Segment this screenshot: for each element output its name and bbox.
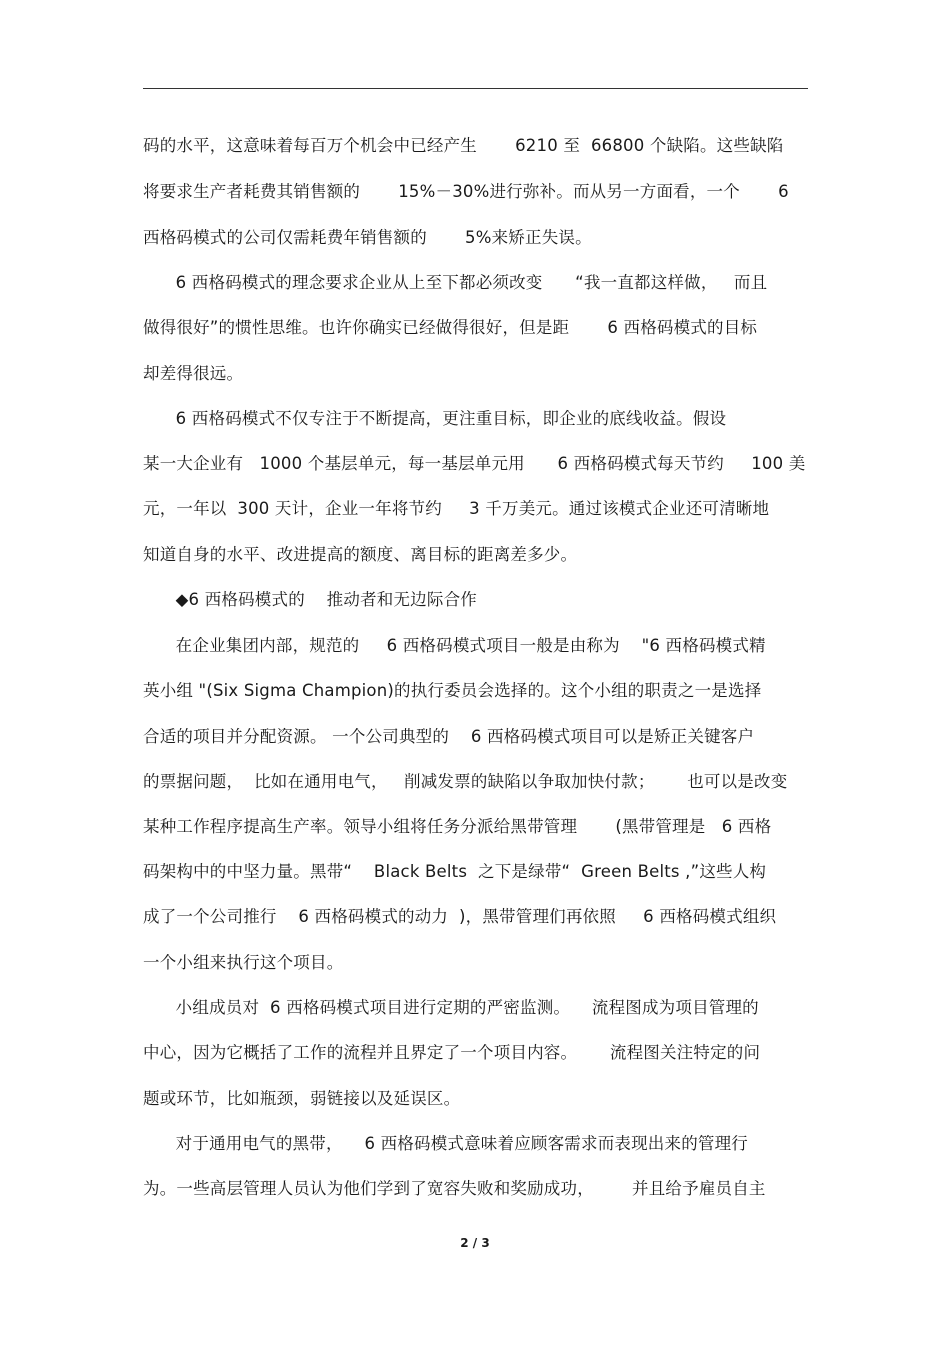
- text-line: 西格码模式的公司仅需耗费年销售额的 5%来矫正失误。: [143, 228, 592, 247]
- text-line: 为。一些高层管理人员认为他们学到了宽容失败和奖励成功， 并且给予雇员自主: [143, 1179, 766, 1198]
- text-line: 小组成员对 6 西格码模式项目进行定期的严密监测。 流程图成为项目管理的: [143, 998, 759, 1017]
- text-line: 中心，因为它概括了工作的流程并且界定了一个项目内容。 流程图关注特定的问: [143, 1043, 761, 1062]
- text-line: 英小组 "(Six Sigma Champion)的执行委员会选择的。这个小组的职责之一是选择: [143, 681, 762, 700]
- text-line: 做得很好”的惯性思维。也许你确实已经做得很好，但是距 6 西格码模式的目标: [143, 318, 758, 337]
- text-line: 合适的项目并分配资源。 一个公司典型的 6 西格码模式项目可以是矫正关键客户: [143, 727, 755, 746]
- text-line: 6 西格码模式不仅专注于不断提高，更注重目标，即企业的底线收益。假设: [143, 409, 727, 428]
- text-line: 码架构中的中坚力量。黑带“ Black Belts 之下是绿带“ Green Belts ,”这些人构: [143, 862, 767, 881]
- text-line: 在企业集团内部，规范的 6 西格码模式项目一般是由称为 "6 西格码模式精: [143, 636, 766, 655]
- text-line: 的票据问题， 比如在通用电气， 削减发票的缺陷以争取加快付款； 也可以是改变: [143, 772, 788, 791]
- text-line: 对于通用电气的黑带， 6 西格码模式意味着应顾客需求而表现出来的管理行: [143, 1134, 748, 1153]
- page-number: 2 / 3: [460, 1236, 490, 1250]
- text-line: 却差得很远。: [143, 364, 244, 383]
- section-heading: ◆6 西格码模式的 推动者和无边际合作: [143, 590, 477, 609]
- text-line: 某一大企业有 1000 个基层单元，每一基层单元用 6 西格码模式每天节约 100 美: [143, 454, 806, 473]
- text-line: 元，一年以 300 天计，企业一年将节约 3 千万美元。通过该模式企业还可清晰地: [143, 499, 770, 518]
- header-rule: [143, 88, 808, 89]
- text-line: 一个小组来执行这个项目。: [143, 953, 344, 972]
- text-line: 码的水平，这意味着每百万个机会中已经产生 6210 至 66800 个缺陷。这些缺陷: [143, 136, 784, 155]
- text-line: 某种工作程序提高生产率。领导小组将任务分派给黑带管理 (黑带管理是 6 西格: [143, 817, 772, 836]
- text-line: 成了一个公司推行 6 西格码模式的动力 )，黑带管理们再依照 6 西格码模式组织: [143, 907, 777, 926]
- text-line: 6 西格码模式的理念要求企业从上至下都必须改变 “我一直都这样做， 而且: [143, 273, 768, 292]
- text-line: 题或环节，比如瓶颈，弱链接以及延误区。: [143, 1089, 461, 1108]
- text-line: 知道自身的水平、改进提高的额度、离目标的距离差多少。: [143, 545, 578, 564]
- text-line: 将要求生产者耗费其销售额的 15%－30%进行弥补。而从另一方面看，一个 6: [143, 182, 789, 201]
